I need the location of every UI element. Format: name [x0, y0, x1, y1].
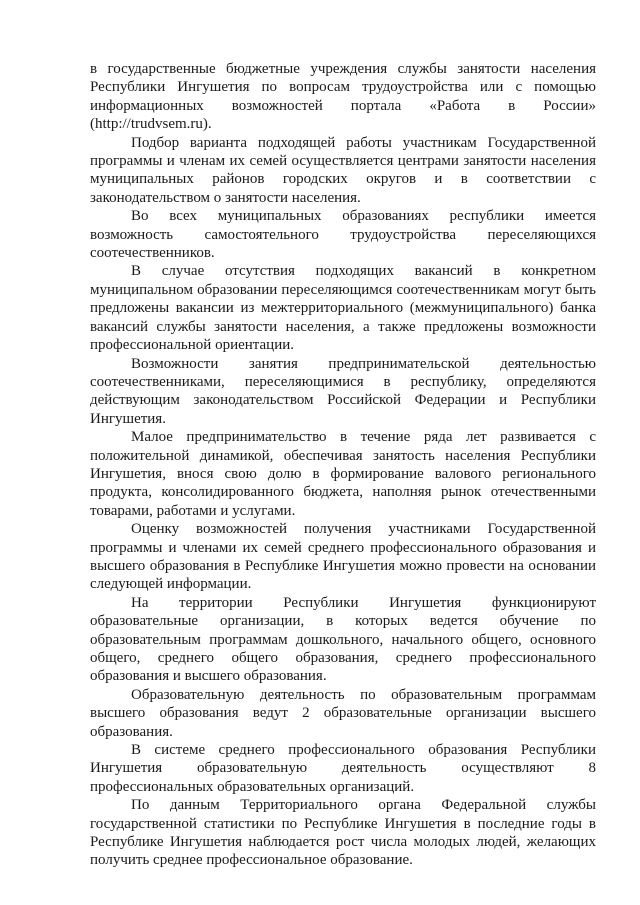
paragraph-education-organizations: На территории Республики Ингушетия функционируют образовательные организации, в которых ведется обучение по образовательным программам дошкольного, начального общего, основного общего, среднего общего образования, среднего профессионального образования и высшего образования.	[90, 594, 596, 685]
paragraph-job-selection: Подбор варианта подходящей работы участникам Государственной программы и членам их семей осуществляется центрами занятости населения муниципальных районов городских округов и в соответствии с законодательством о занятости населения.	[90, 134, 596, 206]
document-page	[90, 60, 596, 870]
paragraph-statistics: По данным Территориального органа Федеральной службы государственной статистики по Республике Ингушетия в последние годы в Республике Ингушетия наблюдается рост числа молодых людей, желающих получить среднее профессиональное образование.	[90, 797, 596, 869]
paragraph-higher-education: Образовательную деятельность по образовательным программам высшего образования ведут 2 образовательные организации высшего образования.	[90, 686, 596, 740]
paragraph-vacancies: В случае отсутствия подходящих вакансий в конкретном муниципальном образовании переселяющимся соотечественникам могут быть предложены вакансии из межтерриториального (межмуниципального) банка вакансий службы занятости населения, а также предложены возможности профессиональной ориентации.	[90, 263, 596, 354]
paragraph-entrepreneurship: Возможности занятия предпринимательской деятельностью соотечественниками, переселяющимися в республику, определяются действующим законодательством Российской Федерации и Республики Ингушетия.	[90, 355, 596, 427]
paragraph-education-assessment: Оценку возможностей получения участниками Государственной программы и членами их семей среднего профессионального образования и высшего образования в Республике Ингушетия можно провести на основании следующей информации.	[90, 521, 596, 593]
paragraph-vocational-education: В системе среднего профессионального образования Республики Ингушетия образовательную деятельность осуществляют 8 профессиональных образовательных организаций.	[90, 742, 596, 795]
paragraph-continuation: в государственные бюджетные учреждения службы занятости населения Республики Ингушетия по вопросам трудоустройства или с помощью информационных возможностей портала «Работа в России» (http://trudvsem.ru).	[90, 61, 596, 133]
paragraph-self-employment: Во всех муниципальных образованиях республики имеется возможность самостоятельного трудоустройства переселяющихся соотечественников.	[90, 208, 596, 262]
paragraph-small-business: Малое предпринимательство в течение ряда лет развивается с положительной динамикой, обеспечивая занятость населения Республики Ингушетия, внося свою долю в формирование валового регионального продукта, консолидированного бюджета, наполняя рынок отечественными товарами, работами и услугами.	[90, 429, 596, 519]
